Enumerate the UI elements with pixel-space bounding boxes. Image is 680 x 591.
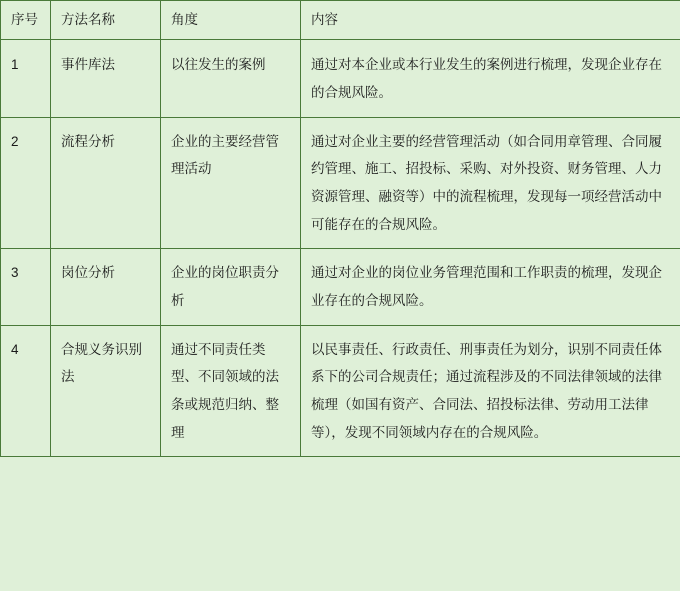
row-angle: 以往发生的案例 (161, 40, 301, 117)
row-angle: 企业的岗位职责分析 (161, 249, 301, 325)
table-header-row (1, 1, 680, 40)
table-row (1, 249, 680, 325)
row-method-name: 岗位分析 (51, 249, 161, 325)
table-header-angle: 角度 (161, 1, 301, 40)
row-method-name: 事件库法 (51, 40, 161, 117)
row-angle: 通过不同责任类型、不同领域的法条或规范归纳、整理 (161, 325, 301, 457)
row-content: 通过对本企业或本行业发生的案例进行梳理，发现企业存在的合规风险。 (301, 40, 680, 117)
row-content: 通过对企业主要的经营管理活动（如合同用章管理、合同履约管理、施工、招投标、采购、对外投资、财务管理、人力资源管理、融资等）中的流程梳理，发现每一项经营活动中可能存在的合规风险。 (301, 117, 680, 249)
row-angle: 企业的主要经营管理活动 (161, 117, 301, 249)
table-row (1, 117, 680, 249)
row-index: 3 (1, 249, 51, 325)
table-row (1, 325, 680, 457)
row-index: 4 (1, 325, 51, 457)
table-row (1, 40, 680, 117)
table-header-index: 序号 (1, 1, 51, 40)
row-index: 1 (1, 40, 51, 117)
row-method-name: 流程分析 (51, 117, 161, 249)
table-header-name: 方法名称 (51, 1, 161, 40)
table-header-content: 内容 (301, 1, 680, 40)
row-content: 以民事责任、行政责任、刑事责任为划分，识别不同责任体系下的公司合规责任；通过流程涉及的不同法律领域的法律梳理（如国有资产、合同法、招投标法律、劳动用工法律等），发现不同领域内存在的合规风险。 (301, 325, 680, 457)
row-method-name: 合规义务识别法 (51, 325, 161, 457)
row-index: 2 (1, 117, 51, 249)
row-content: 通过对企业的岗位业务管理范围和工作职责的梳理，发现企业存在的合规风险。 (301, 249, 680, 325)
